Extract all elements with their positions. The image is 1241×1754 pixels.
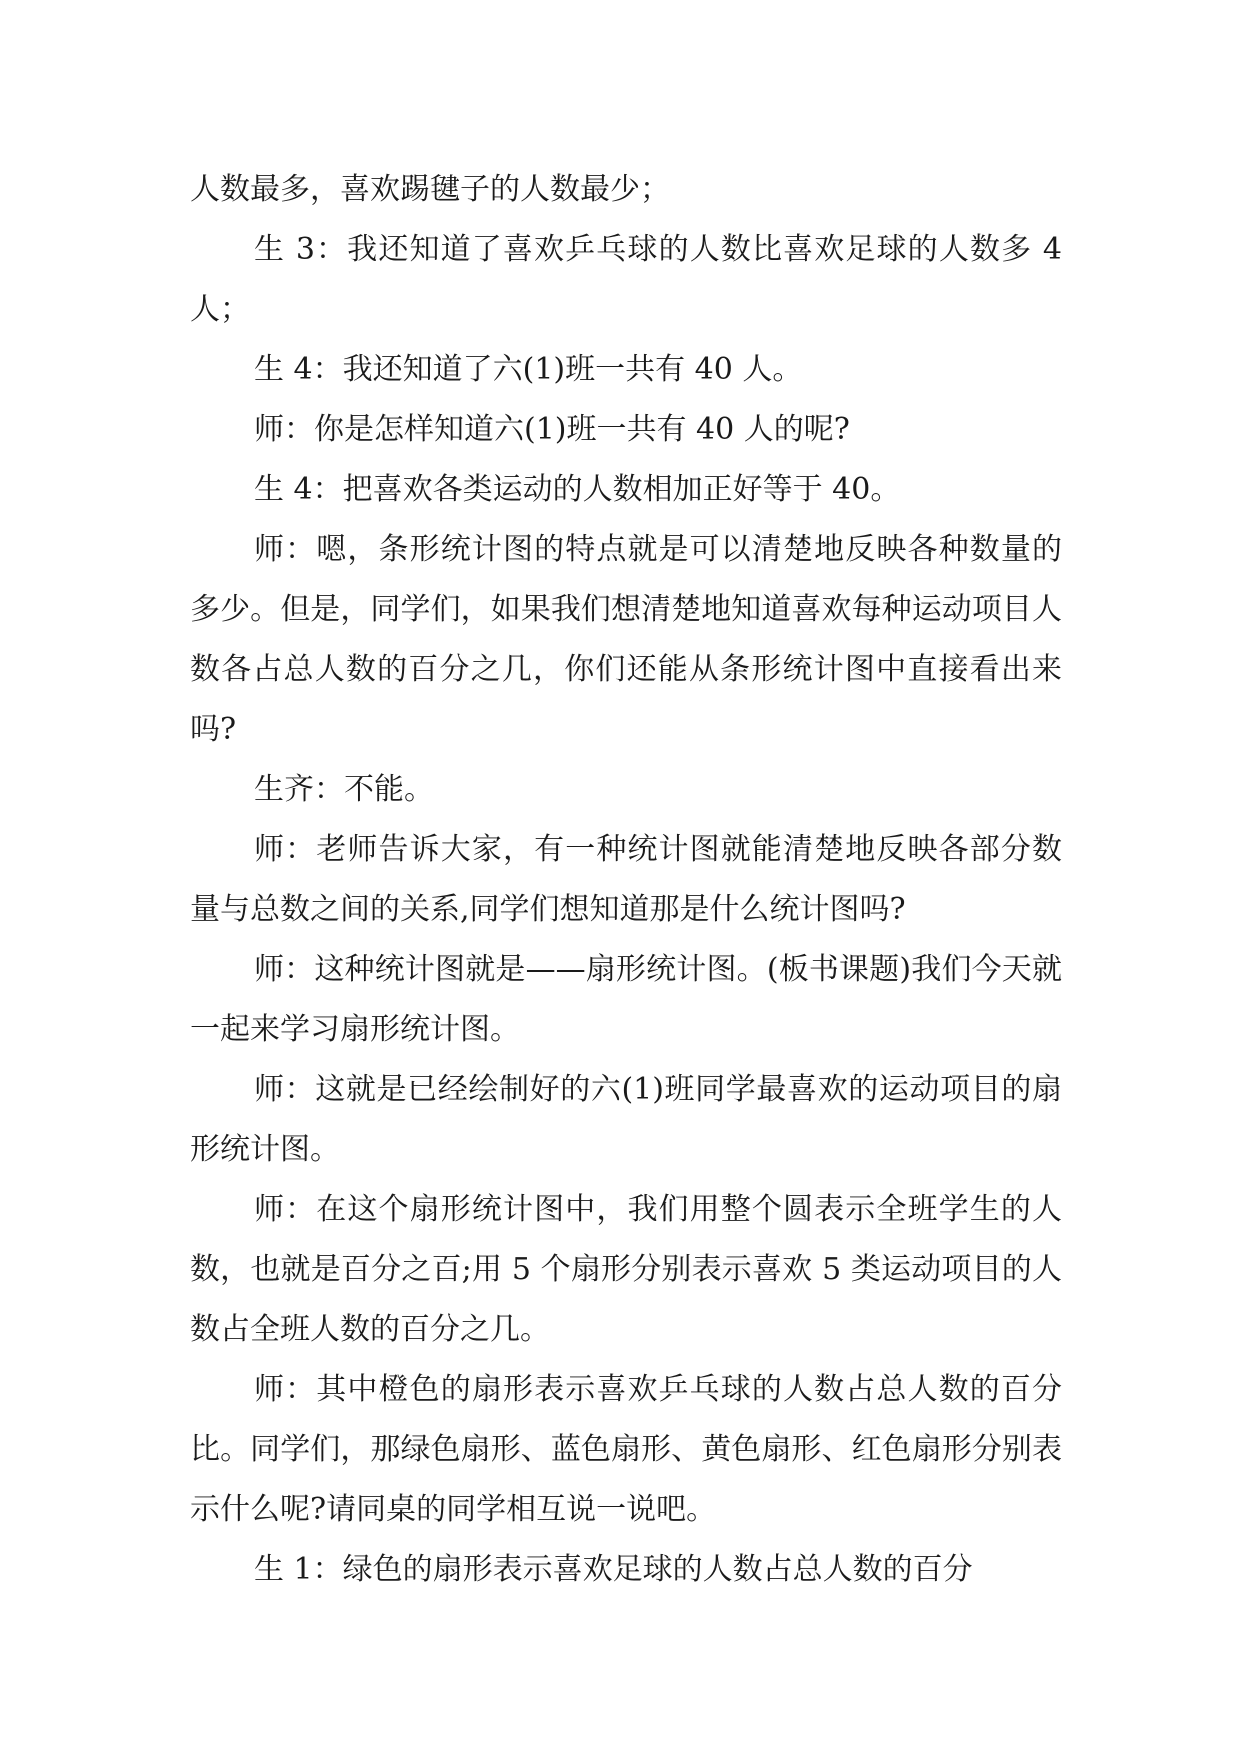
paragraph: 师：嗯，条形统计图的特点就是可以清楚地反映各种数量的多少。但是，同学们，如果我们想清楚地知道喜欢每种运动项目人数各占总人数的百分之几，你们还能从条形统计图中直接看出来吗? (190, 532, 1062, 747)
paragraph: 师：这就是已经绘制好的六(1)班同学最喜欢的运动项目的扇形统计图。 (190, 1072, 1062, 1167)
document-page (190, 160, 1062, 1600)
paragraph: 师：其中橙色的扇形表示喜欢乒乓球的人数占总人数的百分比。同学们，那绿色扇形、蓝色扇形、黄色扇形、红色扇形分别表示什么呢?请同桌的同学相互说一说吧。 (190, 1372, 1062, 1527)
paragraph: 生齐：不能。 (254, 772, 434, 807)
paragraph: 师：这种统计图就是——扇形统计图。(板书课题)我们今天就一起来学习扇形统计图。 (190, 952, 1062, 1047)
paragraph: 生 4：我还知道了六(1)班一共有 40 人。 (254, 352, 803, 387)
paragraph: 师：老师告诉大家，有一种统计图就能清楚地反映各部分数量与总数之间的关系,同学们想知道那是什么统计图吗? (190, 832, 1062, 927)
paragraph: 师：你是怎样知道六(1)班一共有 40 人的呢? (254, 412, 850, 447)
paragraph: 师：在这个扇形统计图中，我们用整个圆表示全班学生的人数，也就是百分之百;用 5 个扇形分别表示喜欢 5 类运动项目的人数占全班人数的百分之几。 (190, 1192, 1062, 1347)
paragraph: 生 4：把喜欢各类运动的人数相加正好等于 40。 (254, 472, 901, 507)
paragraph: 生 3：我还知道了喜欢乒乓球的人数比喜欢足球的人数多 4 人； (190, 232, 1062, 327)
paragraph: 人数最多，喜欢踢毽子的人数最少； (190, 172, 670, 207)
paragraph: 生 1：绿色的扇形表示喜欢足球的人数占总人数的百分 (254, 1552, 973, 1587)
